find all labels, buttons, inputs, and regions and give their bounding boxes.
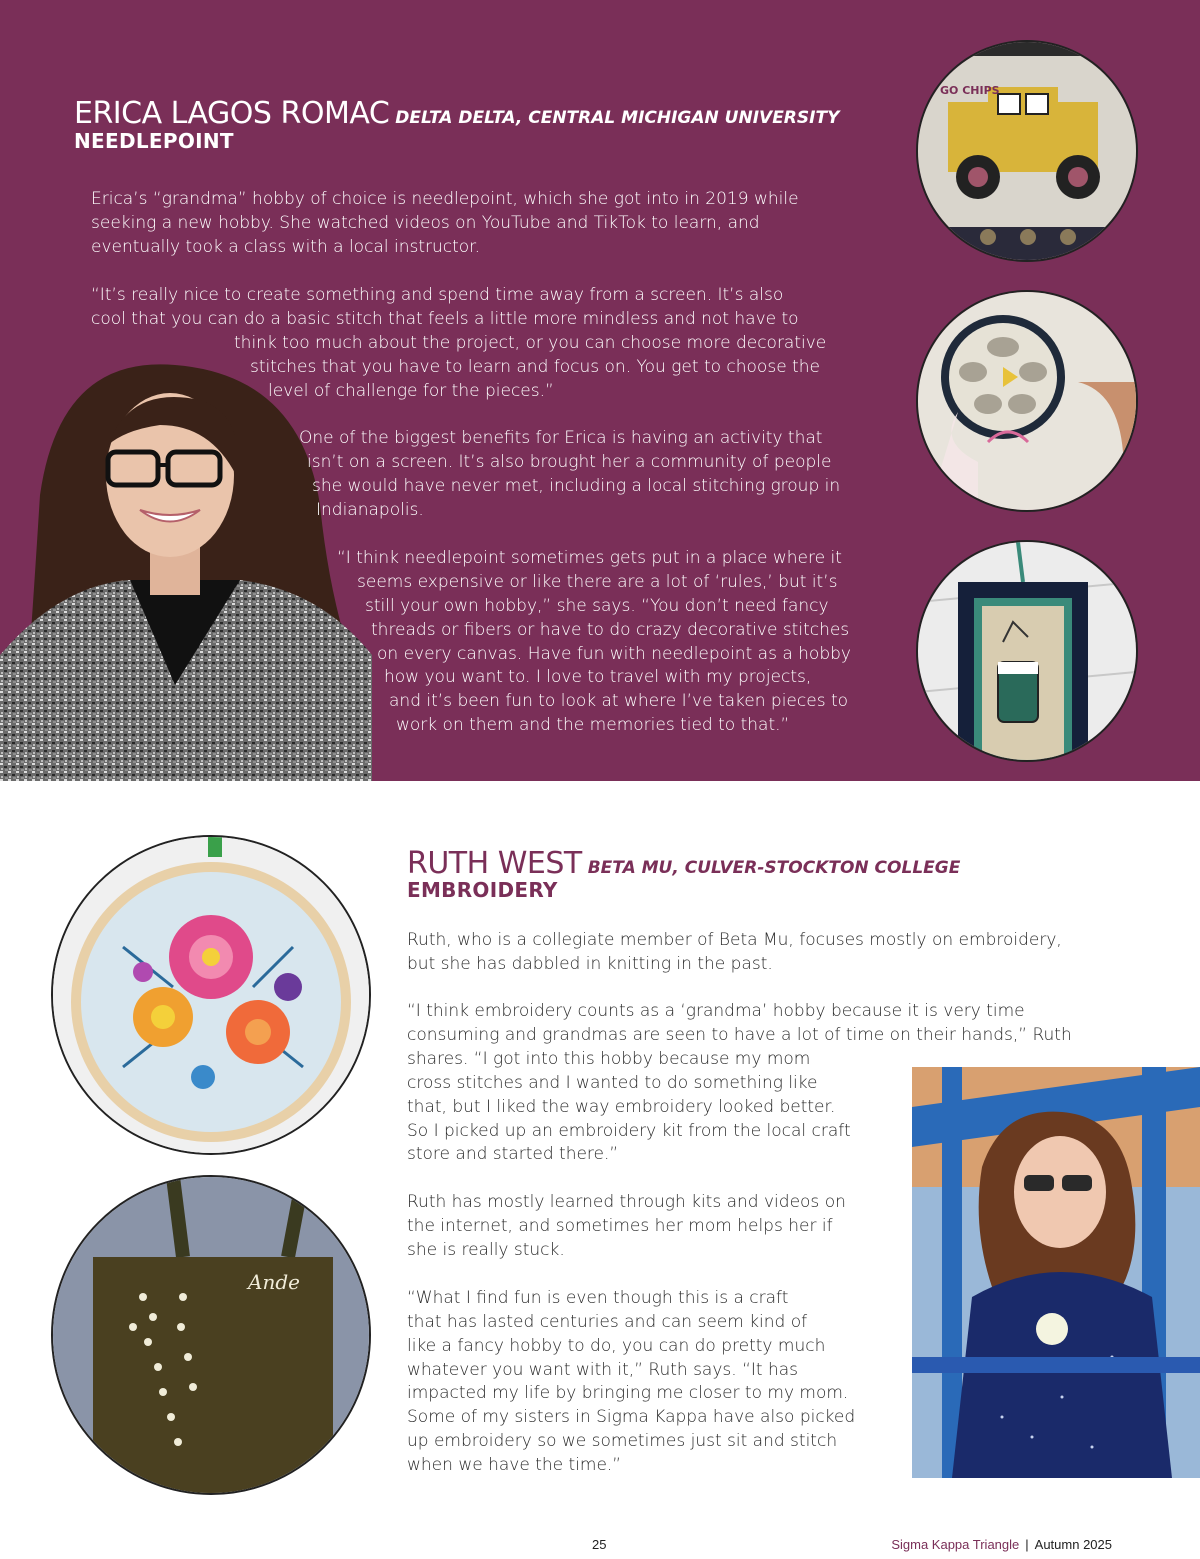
ruth-text-line: she is really stuck.	[407, 1240, 565, 1260]
erica-text-line: stitches that you have to learn and focus on. You get to choose the	[250, 357, 820, 377]
ruth-name: RUTH WEST	[407, 846, 582, 881]
footer-separator: |	[1025, 1537, 1029, 1552]
ruth-text-line: but she has dabbled in knitting in the past.	[407, 954, 773, 974]
needlepoint-golf-case-photo	[916, 540, 1138, 762]
needlepoint-jeep-photo	[916, 40, 1138, 262]
erica-text-line: threads or fibers or have to do crazy decorative stitches	[371, 620, 850, 640]
ruth-text-line: when we have the time.”	[407, 1455, 622, 1475]
ruth-text-line: like a fancy hobby to do, you can do pretty much	[407, 1336, 826, 1356]
erica-text-line: she would have never met, including a local stitching group in	[312, 476, 841, 496]
ruth-text-line: store and started there.”	[407, 1144, 619, 1164]
ruth-text-line: that, but I liked the way embroidery looked better.	[407, 1097, 836, 1117]
erica-heading	[74, 93, 839, 131]
issue-label: Autumn 2025	[1034, 1537, 1112, 1552]
erica-text-line: cool that you can do a basic stitch that feels a little more mindless and not have to	[91, 309, 799, 329]
ruth-text-line: “I think embroidery counts as a ‘grandma’ hobby because it is very time	[407, 1001, 1025, 1021]
page-number: 25	[592, 1537, 607, 1552]
erica-text-line: isn’t on a screen. It’s also brought her a community of people	[307, 452, 832, 472]
erica-text-line: and it’s been fun to look at where I’ve taken pieces to	[389, 691, 849, 711]
ruth-heading	[407, 843, 960, 881]
erica-text-line: Erica’s “grandma” hobby of choice is needlepoint, which she got into in 2019 while	[91, 189, 799, 209]
ruth-text-line: So I picked up an embroidery kit from the local craft	[407, 1121, 851, 1141]
embroidered-tote-photo	[51, 1175, 371, 1495]
erica-name: ERICA LAGOS ROMAC	[74, 96, 390, 131]
erica-chapter: DELTA DELTA, CENTRAL MICHIGAN UNIVERSITY	[395, 108, 840, 128]
ruth-hobby: EMBROIDERY	[407, 878, 558, 902]
erica-text-line: still your own hobby,” she says. “You don’t need fancy	[365, 596, 829, 616]
needlepoint-coaster-photo	[916, 290, 1138, 512]
erica-text-line: on every canvas. Have fun with needlepoint as a hobby	[377, 644, 851, 664]
embroidery-hoop-photo	[51, 835, 371, 1155]
erica-text-line: Indianapolis.	[316, 500, 424, 520]
ruth-text-line: whatever you want with it,” Ruth says. “It has	[407, 1360, 799, 1380]
erica-hobby: NEEDLEPOINT	[74, 129, 234, 153]
ruth-text-line: Ruth has mostly learned through kits and videos on	[407, 1192, 846, 1212]
erica-text-line: One of the biggest benefits for Erica is having an activity that	[299, 428, 823, 448]
erica-text-line: how you want to. I love to travel with my projects,	[384, 667, 812, 687]
ruth-portrait-photo	[912, 1067, 1200, 1478]
erica-text-line: work on them and the memories tied to that.”	[396, 715, 790, 735]
erica-text-line: seeking a new hobby. She watched videos on YouTube and TikTok to learn, and	[91, 213, 760, 233]
ruth-text-line: impacted my life by bringing me closer to my mom.	[407, 1383, 849, 1403]
jeep-lettering: GO CHIPS	[940, 84, 1000, 97]
ruth-text-line: the internet, and sometimes her mom helps her if	[407, 1216, 833, 1236]
ruth-text-line: Some of my sisters in Sigma Kappa have also picked	[407, 1407, 856, 1427]
erica-portrait-photo	[0, 355, 372, 781]
ruth-text-line: up embroidery so we sometimes just sit and stitch	[407, 1431, 838, 1451]
ruth-text-line: consuming and grandmas are seen to have a lot of time on their hands,” Ruth	[407, 1025, 1072, 1045]
ruth-text-line: cross stitches and I wanted to do something like	[407, 1073, 818, 1093]
erica-text-line: level of challenge for the pieces.”	[268, 381, 554, 401]
publication-footer	[891, 1537, 1112, 1552]
erica-text-line: “It’s really nice to create something and spend time away from a screen. It’s also	[91, 285, 784, 305]
ruth-text-line: that has lasted centuries and can seem kind of	[407, 1312, 808, 1332]
tote-lettering: Ande	[248, 1270, 300, 1294]
erica-text-line: “I think needlepoint sometimes gets put in a place where it	[337, 548, 842, 568]
ruth-chapter: BETA MU, CULVER-STOCKTON COLLEGE	[587, 858, 961, 878]
ruth-text-line: shares. “I got into this hobby because my mom	[407, 1049, 811, 1069]
magazine-name: Sigma Kappa Triangle	[891, 1537, 1020, 1552]
erica-text-line: eventually took a class with a local instructor.	[91, 237, 480, 257]
ruth-text-line: “What I find fun is even though this is a craft	[407, 1288, 789, 1308]
erica-text-line: think too much about the project, or you can choose more decorative	[234, 333, 827, 353]
erica-text-line: seems expensive or like there are a lot of ‘rules,’ but it’s	[357, 572, 838, 592]
ruth-text-line: Ruth, who is a collegiate member of Beta Mu, focuses mostly on embroidery,	[407, 930, 1062, 950]
